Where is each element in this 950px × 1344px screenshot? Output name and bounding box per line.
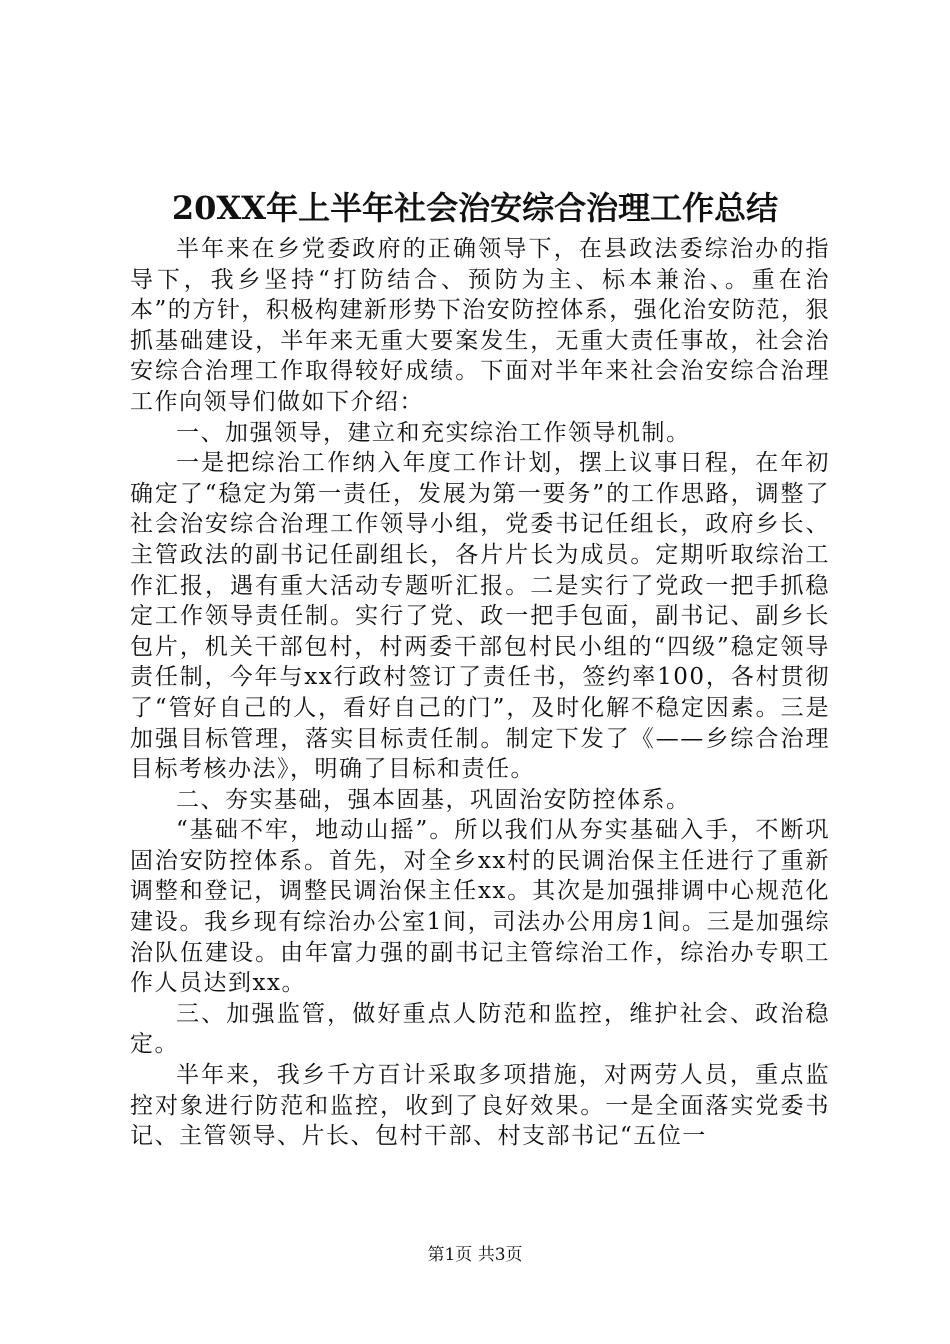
section-heading-2: 二、夯实基础，强本固基，巩固治安防控体系。 <box>176 786 691 813</box>
section-2-paragraph: “基础不牢，地动山摇”。所以我们从夯实基础入手，不断巩固治安防控体系。首先，对全乡xx村的民调治保主任进行了重新调整和登记，调整民调治保主任xx。其次是加强排调中心规范化建设。我乡现有综治办公室1间，司法办公用房1间。三是加强综治队伍建设。由年富力强的副书记主管综治工作，综治办专职工作人员达到xx。 <box>130 817 830 997</box>
document-title: 20XX年上半年社会治安综合治理工作总结 <box>171 189 779 227</box>
page-number-footer: 第1页 共3页 <box>427 1245 523 1265</box>
section-heading-1: 一、加强领导，建立和充实综治工作领导机制。 <box>176 419 691 446</box>
section-3-paragraph: 半年来，我乡千方百计采取多项措施，对两劳人员，重点监控对象进行防范和监控，收到了良好效果。一是全面落实党委书记、主管领导、片长、包村干部、村支部书记“五位一 <box>130 1062 830 1150</box>
section-heading-3: 三、加强监管，做好重点人防范和监控，维护社会、政治稳定。 <box>130 1000 830 1058</box>
section-1-paragraph: 一是把综治工作纳入年度工作计划，摆上议事日程，在年初确定了“稳定为第一责任，发展为第一要务”的工作思路，调整了社会治安综合治理工作领导小组，党委书记任组长，政府乡长、主管政法的副书记任副组长，各片片长为成员。定期听取综治工作汇报，遇有重大活动专题听汇报。二是实行了党政一把手抓稳定工作领导责任制。实行了党、政一把手包面，副书记、副乡长包片，机关干部包村，村两委干部包村民小组的“四级”稳定领导责任制，今年与xx行政村签订了责任书，签约率100，各村贯彻了“管好自己的人，看好自己的门”，及时化解不稳定因素。三是加强目标管理，落实目标责任制。制定下发了《——乡综合治理目标考核办法》，明确了目标和责任。 <box>130 450 830 783</box>
intro-paragraph: 半年来在乡党委政府的正确领导下，在县政法委综治办的指导下，我乡坚持“打防结合、预防为主、标本兼治、。重在治本”的方针，积极构建新形势下治安防控体系，强化治安防范，狠抓基础建设，半年来无重大要案发生，无重大责任事故，社会治安综合治理工作取得较好成绩。下面对半年来社会治安综合治理工作向领导们做如下介绍： <box>130 236 830 415</box>
document-body <box>130 234 830 1152</box>
